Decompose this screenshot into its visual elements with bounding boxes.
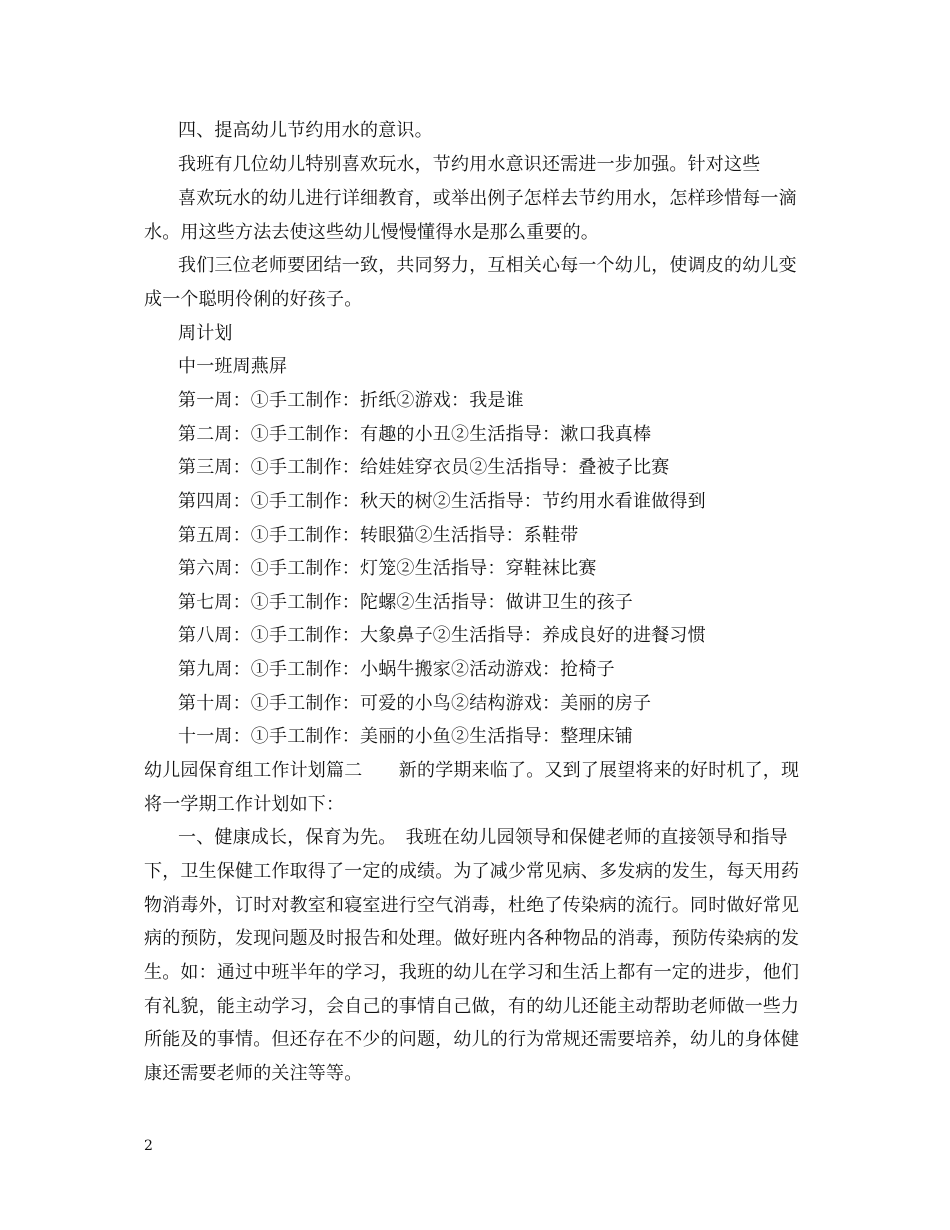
text-line: 下，卫生保健工作取得了一定的成绩。为了减少常见病、多发病的发生，每天用药 <box>144 861 800 882</box>
text-line: 病的预防，发现问题及时报告和处理。做好班内各种物品的消毒，预防传染病的发 <box>144 928 800 949</box>
text-line: 第四周：①手工制作：秋天的树②生活指导：节约用水看谁做得到 <box>178 491 706 512</box>
text-line: 我班有几位幼儿特别喜欢玩水，节约用水意识还需进一步加强。针对这些 <box>178 154 761 175</box>
text-line: 第三周：①手工制作：给娃娃穿衣员②生活指导：叠被子比赛 <box>178 457 670 478</box>
text-line: 第一周：①手工制作：折纸②游戏：我是谁 <box>178 390 524 411</box>
text-line: 十一周：①手工制作：美丽的小鱼②生活指导：整理床铺 <box>178 726 633 747</box>
text-line: 有礼貌，能主动学习，会自己的事情自己做，有的幼儿还能主动帮助老师做一些力 <box>144 996 800 1017</box>
text-line: 第十周：①手工制作：可爱的小鸟②结构游戏：美丽的房子 <box>178 693 652 714</box>
text-line: 中一班周燕屏 <box>178 356 288 377</box>
text-line: 第八周：①手工制作：大象鼻子②生活指导：养成良好的进餐习惯 <box>178 625 706 646</box>
text-line: 周计划 <box>178 323 233 344</box>
text-line: 第七周：①手工制作：陀螺②生活指导：做讲卫生的孩子 <box>178 592 633 613</box>
text-line: 四、提高幼儿节约用水的意识。 <box>178 120 433 141</box>
text-line: 水。用这些方法去使这些幼儿慢慢懂得水是那么重要的。 <box>144 222 599 243</box>
text-line: 一、健康成长，保育为先。 我班在幼儿园领导和保健老师的直接领导和指导 <box>178 827 788 848</box>
text-line: 将一学期工作计划如下： <box>144 794 345 815</box>
text-line: 我们三位老师要团结一致，共同努力，互相关心每一个幼儿，使调皮的幼儿变 <box>178 255 797 276</box>
page-number: 2 <box>144 1138 153 1154</box>
text-line: 喜欢玩水的幼儿进行详细教育，或举出例子怎样去节约用水，怎样珍惜每一滴 <box>178 188 797 209</box>
text-line: 成一个聪明伶俐的好孩子。 <box>144 289 363 310</box>
text-line: 物消毒外，订时对教室和寝室进行空气消毒，杜绝了传染病的流行。同时做好常见 <box>144 895 800 916</box>
text-line: 第二周：①手工制作：有趣的小丑②生活指导：漱口我真棒 <box>178 424 652 445</box>
text-line: 幼儿园保育组工作计划篇二 新的学期来临了。又到了展望将来的好时机了，现 <box>144 760 800 781</box>
text-line: 第六周：①手工制作：灯笼②生活指导：穿鞋袜比赛 <box>178 558 597 579</box>
text-line: 所能及的事情。但还存在不少的问题，幼儿的行为常规还需要培养，幼儿的身体健 <box>144 1029 800 1050</box>
text-line: 康还需要老师的关注等等。 <box>144 1063 363 1084</box>
text-line: 第九周：①手工制作：小蜗牛搬家②活动游戏：抢椅子 <box>178 659 615 680</box>
text-line: 第五周：①手工制作：转眼猫②生活指导：系鞋带 <box>178 525 579 546</box>
text-line: 生。如：通过中班半年的学习，我班的幼儿在学习和生活上都有一定的进步，他们 <box>144 962 800 983</box>
